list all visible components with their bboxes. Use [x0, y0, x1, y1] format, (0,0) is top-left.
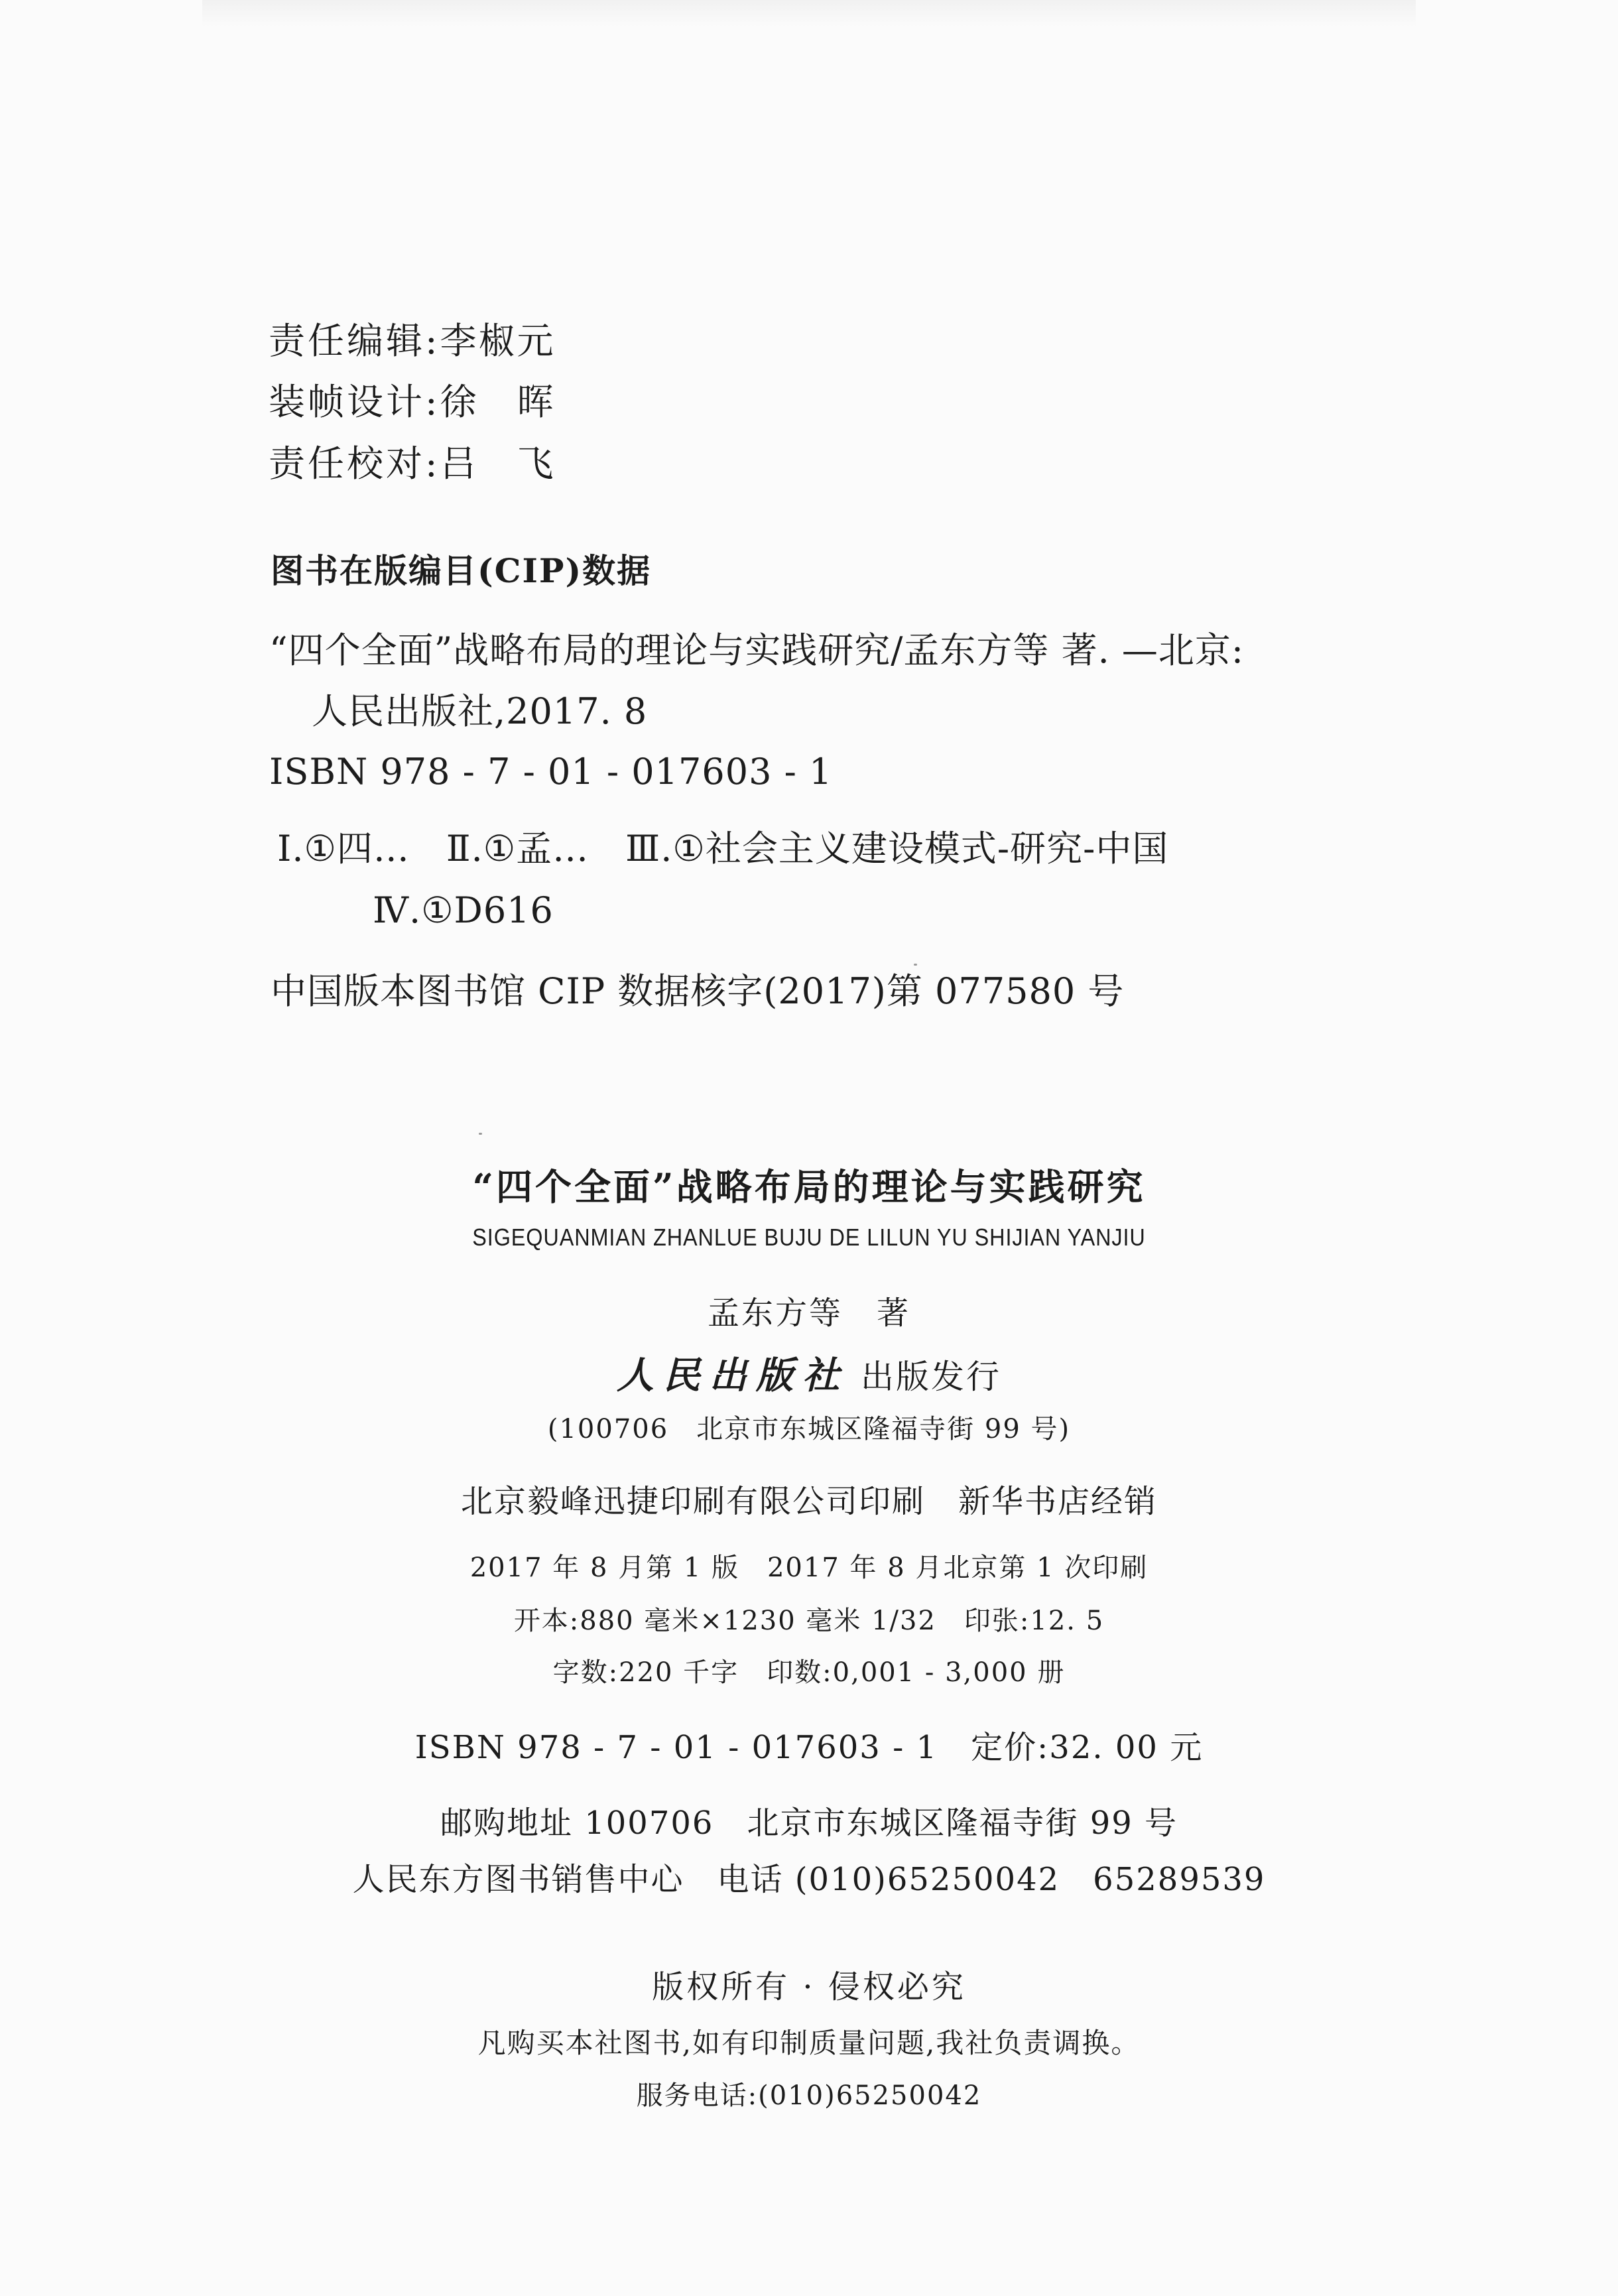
credit-value: 徐 晖 — [440, 381, 556, 423]
edition-info: 2017 年 8 月第 1 版 2017 年 8 月北京第 1 次印刷 — [469, 1553, 1149, 1583]
isbn-price: ISBN 978 - 7 - 01 - 017603 - 1 定价:32. 00 元 — [414, 1729, 1204, 1766]
credit-value: 李椒元 — [440, 320, 556, 362]
service-phone: 服务电话:(010)65250042 — [636, 2080, 982, 2111]
scan-top-edge — [202, 0, 1416, 27]
credit-designer — [269, 373, 556, 425]
sales-center: 人民东方图书销售中心 电话 (010)65250042 65289539 — [352, 1861, 1266, 1898]
cip-heading: 图书在版编目(CIP)数据 — [271, 551, 652, 590]
book-title: “四个全面”战略布局的理论与实践研究 — [472, 1165, 1146, 1208]
scan-speck — [914, 964, 917, 966]
cip-title-line: “四个全面”战略布局的理论与实践研究/孟东方等 著. —北京: — [269, 629, 1245, 671]
book-author: 孟东方等 著 — [707, 1295, 910, 1332]
cip-record-number: 中国版本图书馆 CIP 数据核字(2017)第 077580 号 — [271, 970, 1125, 1012]
credit-editor — [269, 312, 556, 364]
cip-isbn-line: ISBN 978 - 7 - 01 - 017603 - 1 — [269, 751, 833, 793]
credit-label: 装帧设计: — [269, 381, 440, 423]
quality-notice: 凡购买本社图书,如有印制质量问题,我社负责调换。 — [477, 2027, 1141, 2059]
publisher-suffix: 出版发行 — [861, 1358, 1001, 1396]
cip-classification-line: Ⅰ.①四… Ⅱ.①孟… Ⅲ.①社会主义建设模式-研究-中国 — [277, 828, 1169, 869]
publisher-address: (100706 北京市东城区隆福寺街 99 号) — [547, 1414, 1071, 1444]
printer-distributor: 北京毅峰迅捷印刷有限公司印刷 新华书店经销 — [460, 1483, 1157, 1520]
scan-speck — [479, 1133, 482, 1135]
credit-label: 责任校对: — [269, 442, 440, 485]
credit-proofreader — [269, 434, 556, 487]
mail-order-address: 邮购地址 100706 北京市东城区隆福寺街 99 号 — [440, 1805, 1178, 1842]
credit-label: 责任编辑: — [269, 320, 440, 362]
publisher-line — [0, 1354, 1618, 1397]
cip-classification-line-2: Ⅳ.①D616 — [373, 889, 554, 931]
format-info: 开本:880 毫米×1230 毫米 1/32 印张:12. 5 — [513, 1606, 1105, 1636]
count-info: 字数:220 千字 印数:0,001 - 3,000 册 — [552, 1657, 1066, 1688]
copyright-notice: 版权所有 · 侵权必究 — [652, 1968, 966, 2006]
publisher-logo: 人民出版社 — [617, 1354, 849, 1397]
book-title-pinyin: SIGEQUANMIAN ZHANLUE BUJU DE LILUN YU SHIJIAN YANJIU — [472, 1224, 1146, 1251]
credit-value: 吕 飞 — [440, 442, 556, 485]
cip-publisher-line: 人民出版社,2017. 8 — [312, 690, 648, 732]
